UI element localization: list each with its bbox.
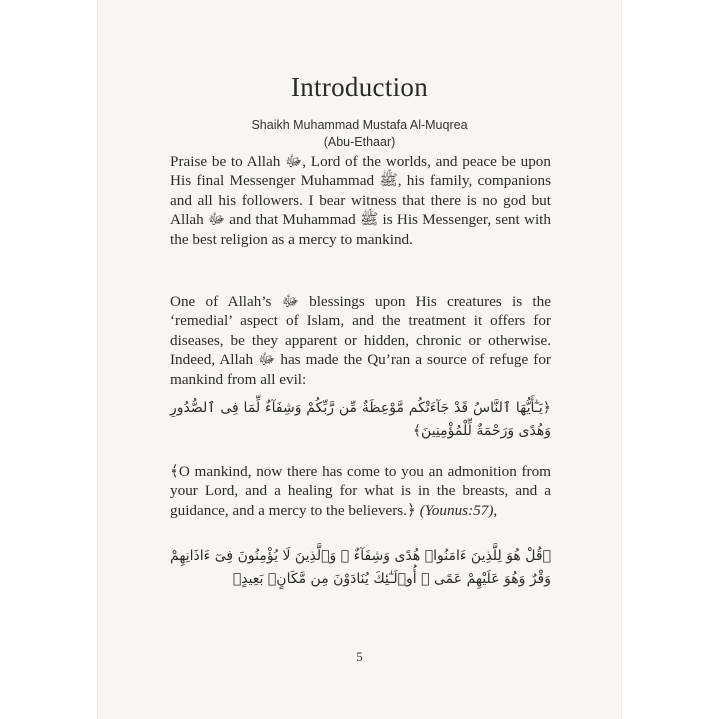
page-title: Introduction xyxy=(290,72,429,102)
author-name: Shaikh Muhammad Mustafa Al-Muqrea xyxy=(251,118,468,132)
translation-text: ﴾O mankind, now there has come to you an admonition from your Lord, and a healing for what is in the breasts, and a guidance, and a mercy to the believers.﴿ xyxy=(170,463,551,519)
author-block xyxy=(98,117,621,151)
quran-verse-arabic-1: ﴿يَـٰٓأَيُّهَا ٱلنَّاسُ قَدْ جَآءَتْكُم مَّوْعِظَةٌ مِّن رَّبِّكُمْ وَشِفَآءٌ لِّمَا فِى ٱلصُّدُورِ وَهُدًى وَرَحْمَةٌ لِّلْمُؤْمِنِينَ﴾ xyxy=(170,400,551,439)
author-kunya: (Abu-Ethaar) xyxy=(323,135,396,149)
paragraph-remedial: One of Allah’s ﷻ blessings upon His creatures is the ‘remedial’ aspect of Islam, and the treatment it offers for diseases, be they apparent or hidden, chronic or otherwise. Indeed, Allah ﷻ has made the Qu’ran a source of refuge for mankind from all evil: xyxy=(170,293,551,388)
page-number: 5 xyxy=(356,649,363,664)
book-page xyxy=(98,0,621,719)
quran-verse-arabic-2: ﴿قُلْ هُوَ لِلَّذِينَ ءَامَنُوا۟ هُدًى وَشِفَآءٌ ۖ وَٱلَّذِينَ لَا يُؤْمِنُونَ فِىٓ ءَاذَانِهِمْ وَقْرٌ وَهُوَ عَلَيْهِمْ عَمًى ۚ أُو۟لَـٰٓئِكَ يُنَادَوْنَ مِن مَّكَانٍۭ بَعِيدٍ﴾ xyxy=(170,548,551,587)
quran-verse-translation-1 xyxy=(170,462,551,520)
paragraph-praise: Praise be to Allah ﷻ, Lord of the worlds, and peace be upon His final Messenger Muhammad ﷺ, his family, companions and all his followers. I bear witness that there is no god but Allah ﷻ and that Muhammad ﷺ is His Messenger, sent with the best religion as a mercy to mankind. xyxy=(170,153,551,248)
verse-reference: (Younus:57), xyxy=(419,501,498,519)
